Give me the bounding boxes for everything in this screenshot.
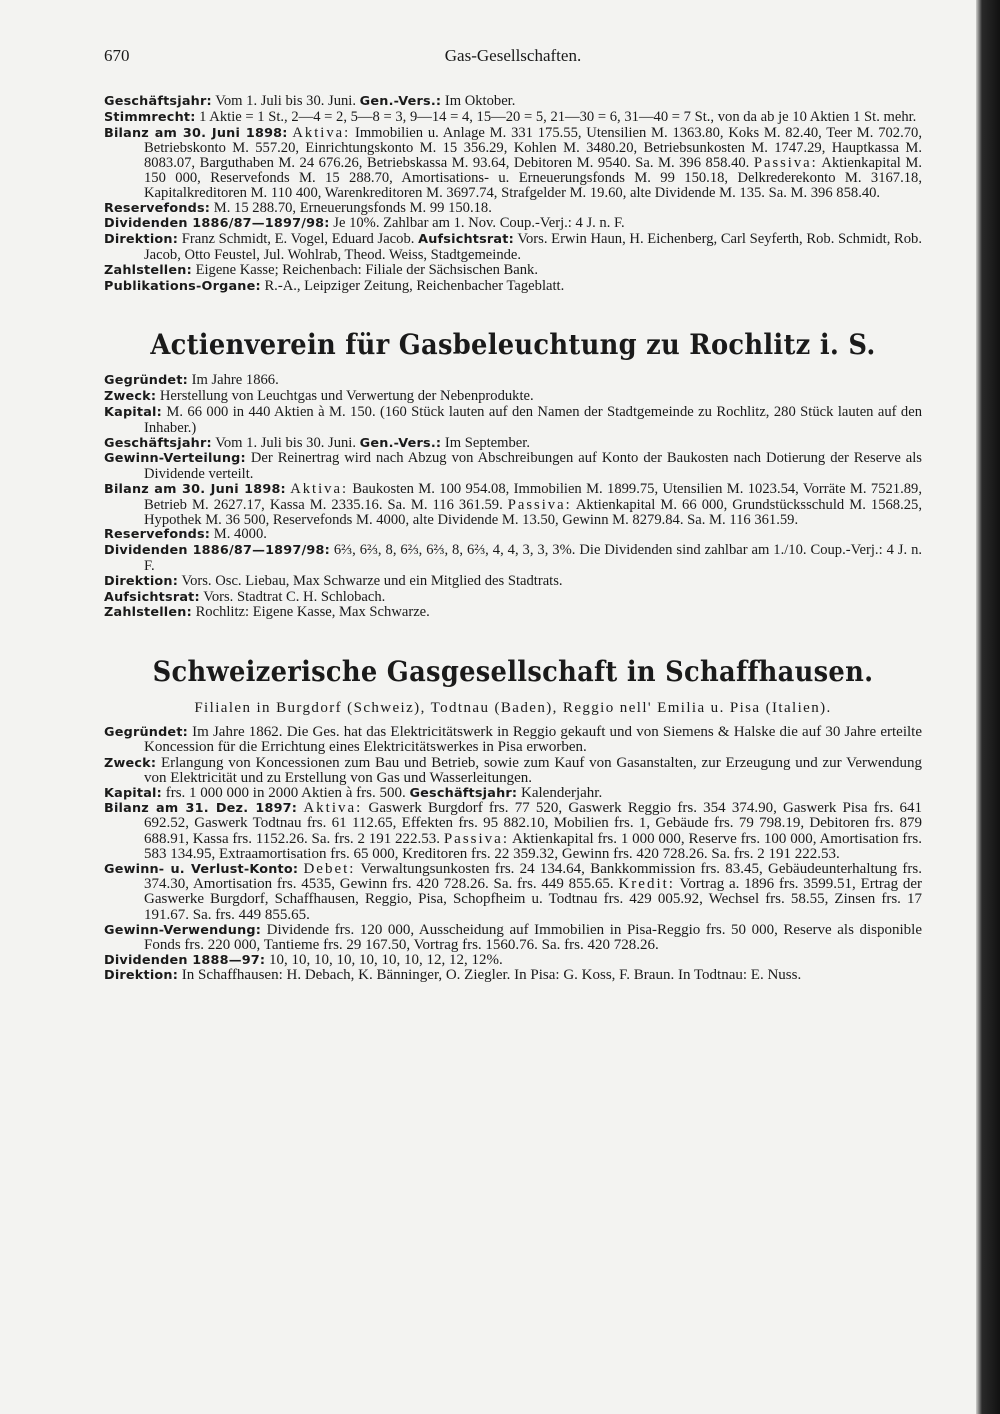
entry-zweck: Zweck: Erlangung von Koncessionen zum Bau und Betrieb, sowie zum Kauf von Gasanstalten, zur Erzeugung und zur Verwendung von Elektricität und zu Erstellung von Gas und Wasserleitungen. — [104, 754, 922, 786]
company-title: Actienverein für Gasbeleuchtung zu Rochlitz i. S. — [150, 328, 876, 362]
entry-dividenden: Dividenden 1886/87—1897/98: Je 10%. Zahlbar am 1. Nov. Coup.-Verj.: 4 J. n. F. — [104, 215, 625, 232]
entry-zweck: Zweck: Herstellung von Leuchtgas und Verwertung der Nebenprodukte. — [104, 388, 534, 405]
entry-bilanz: Bilanz am 31. Dez. 1897: Aktiva: Gaswerk Burgdorf frs. 77 520, Gaswerk Reggio frs. 354 374.90, Gaswerk Pisa frs. 641 692.52, Gaswerk Todtnau frs. 61 112.65, Effekten frs. 95 882.10, Mobilien frs. 1, Gebäude frs. 79 798.19, Debitoren frs. 879 688.91, Kassa frs. 1152.26. Sa. frs. 2 191 222.53. Passiva: Aktienkapital frs. 1 000 000, Reserve frs. 100 000, Amortisation frs. 583 134.95, Extraamortisation frs. 65 000, Kreditoren frs. 22 359.32, Gewinn frs. 420 728.26. Sa. frs. 2 191 222.53. — [104, 800, 923, 862]
entry-publikations-organe: Publikations-Organe: R.-A., Leipziger Zeitung, Reichenbacher Tageblatt. — [104, 277, 565, 294]
page-header — [104, 40, 922, 80]
entry-gewinn-verteilung: Gewinn-Verteilung: Der Reinertrag wird nach Abzug von Abschreibungen auf Konto der Baukosten nach Dotierung der Reserve als Dividende verteilt. — [104, 450, 922, 483]
entry-geschaeftsjahr: Geschäftsjahr: Vom 1. Juli bis 30. Juni. Gen.-Vers.: Im Oktober. — [104, 93, 516, 109]
entry-aufsichtsrat: Aufsichtsrat: Vors. Stadtrat C. H. Schlobach. — [104, 588, 386, 605]
entry-bilanz: Bilanz am 30. Juni 1898: Aktiva: Immobilien u. Anlage M. 331 175.55, Utensilien M. 1363.80, Koks M. 82.40, Teer M. 702.70, Betriebskonto M. 557.20, Einrichtungskonto M. 15 356.29, Kohlen M. 3480.20, Betriebsunkosten M. 1747.29, Hauptkassa M. 8083.07, Barguthaben M. 24 676.26, Betriebskassa M. 93.64, Debitoren M. 9540. Sa. M. 396 858.40. Passiva: Aktienkapital M. 150 000, Reservefonds M. 15 288.70, Amortisations- u. Erneuerungsfonds M. 99 150.18, Delkrederekonto M. 3167.18, Kapitalkreditoren M. 110 400, Warenkreditoren M. 3697.74, Strafgelder M. 19.60, alte Dividende M. 135. Sa. M. 396 858.40. — [104, 124, 922, 201]
entry-gegruendet: Gegründet: Im Jahre 1862. Die Ges. hat das Elektricitätswerk in Reggio gekauft und von Siemens & Halske die auf 30 Jahre erteilte Koncession für die Errichtung eines Elektricitätswerkes in Pisa erworben. — [104, 724, 922, 756]
entry-gewinn-verwendung: Gewinn-Verwendung: Dividende frs. 120 000, Ausscheidung auf Immobilien in Pisa-Reggio frs. 50 000, Reserve als disponible Fonds frs. 220 000, Tantieme frs. 29 167.50, Vortrag frs. 1560.76. Sa. frs. 420 728.26. — [104, 921, 923, 953]
entry-dividenden: Dividenden 1886/87—1897/98: 6⅔, 6⅔, 8, 6⅔, 6⅔, 8, 6⅔, 4, 4, 3, 3, 3%. Die Dividenden sind zahlbar am 1./10. Coup.-Verj.: 4 J. n. F. — [104, 542, 923, 574]
entry-kapital: Kapital: M. 66 000 in 440 Aktien à M. 150. (160 Stück lauten auf den Namen der Stadtgemeinde zu Rochlitz, 280 Stück lauten auf den Inhaber.) — [104, 403, 923, 436]
entry-direktion: Direktion: Franz Schmidt, E. Vogel, Eduard Jacob. Aufsichtsrat: Vors. Erwin Haun, H. Eichenberg, Carl Seyferth, Rob. Schmidt, Rob. Jacob, Otto Feustel, Jul. Wohlrab, Theod. Weiss, Stadtgemeinde. — [104, 231, 922, 263]
entry-gegruendet: Gegründet: Im Jahre 1866. — [104, 372, 279, 389]
section-rochlitz — [104, 328, 922, 621]
entry-reservefonds: Reservefonds: M. 15 288.70, Erneuerungsfonds M. 99 150.18. — [104, 199, 492, 216]
entry-direktion: Direktion: Vors. Osc. Liebau, Max Schwarze und ein Mitglied des Stadtrats. — [104, 572, 563, 589]
entry-gewinn-verlust-konto: Gewinn- u. Verlust-Konto: Debet: Verwaltungsunkosten frs. 24 134.64, Bankkommission frs. 83.45, Gebäudeunterhaltung frs. 374.30, Amortisation frs. 4535, Gewinn frs. 420 728.26. Sa. frs. 449 855.65. Kredit: Vortrag a. 1896 frs. 3599.51, Ertrag der Gaswerke Burgdorf, Schaffhausen, Reggio, Pisa, Schopfheim u. Todtnau frs. 429 005.92, Wechsel frs. 58.55, Zinsen frs. 17 191.67. Sa. frs. 449 855.65. — [104, 860, 923, 923]
document-page — [104, 40, 922, 1018]
entry-dividenden: Dividenden 1888—97: 10, 10, 10, 10, 10, 10, 10, 12, 12, 12%. — [104, 952, 503, 969]
company-title: Schweizerische Gasgesellschaft in Schaffhausen. — [152, 655, 874, 689]
entry-reservefonds: Reservefonds: M. 4000. — [104, 526, 267, 543]
running-title: Gas-Gesellschaften. — [444, 46, 582, 65]
entry-kapital: Kapital: frs. 1 000 000 in 2000 Aktien à frs. 500. Geschäftsjahr: Kalenderjahr. — [104, 784, 603, 801]
entry-stimmrecht: Stimmrecht: 1 Aktie = 1 St., 2—4 = 2, 5—8 = 3, 9—14 = 4, 15—20 = 5, 21—30 = 6, 31—40 = 7 St., von da ab je 10 Aktien 1 St. mehr. — [104, 108, 917, 125]
entry-zahlstellen: Zahlstellen: Rochlitz: Eigene Kasse, Max Schwarze. — [104, 604, 430, 621]
section-continued-company — [104, 94, 922, 294]
book-spine-shadow — [976, 0, 1000, 1414]
page-number: 670 — [104, 46, 130, 65]
entry-bilanz: Bilanz am 30. Juni 1898: Aktiva: Baukosten M. 100 954.08, Immobilien M. 1899.75, Utensilien M. 1023.54, Vorräte M. 7521.89, Betrieb M. 2627.17, Kassa M. 2335.16. Sa. M. 116 361.59. Passiva: Aktienkapital M. 66 000, Grundstücksschuld M. 1568.25, Hypothek M. 36 500, Reservefonds M. 4000, alte Dividende M. 13.50, Gewinn M. 8279.84. Sa. M. 116 361.59. — [104, 480, 922, 528]
section-schaffhausen — [104, 655, 922, 983]
entry-geschaeftsjahr: Geschäftsjahr: Vom 1. Juli bis 30. Juni. Gen.-Vers.: Im September. — [104, 434, 530, 451]
company-subtitle: Filialen in Burgdorf (Schweiz), Todtnau (Baden), Reggio nell' Emilia u. Pisa (Italien). — [194, 700, 832, 717]
entry-direktion: Direktion: In Schaffhausen: H. Debach, K. Bänninger, O. Ziegler. In Pisa: G. Koss, F. Braun. In Todtnau: E. Nuss. — [104, 967, 802, 984]
entry-zahlstellen: Zahlstellen: Eigene Kasse; Reichenbach: Filiale der Sächsischen Bank. — [104, 261, 539, 278]
